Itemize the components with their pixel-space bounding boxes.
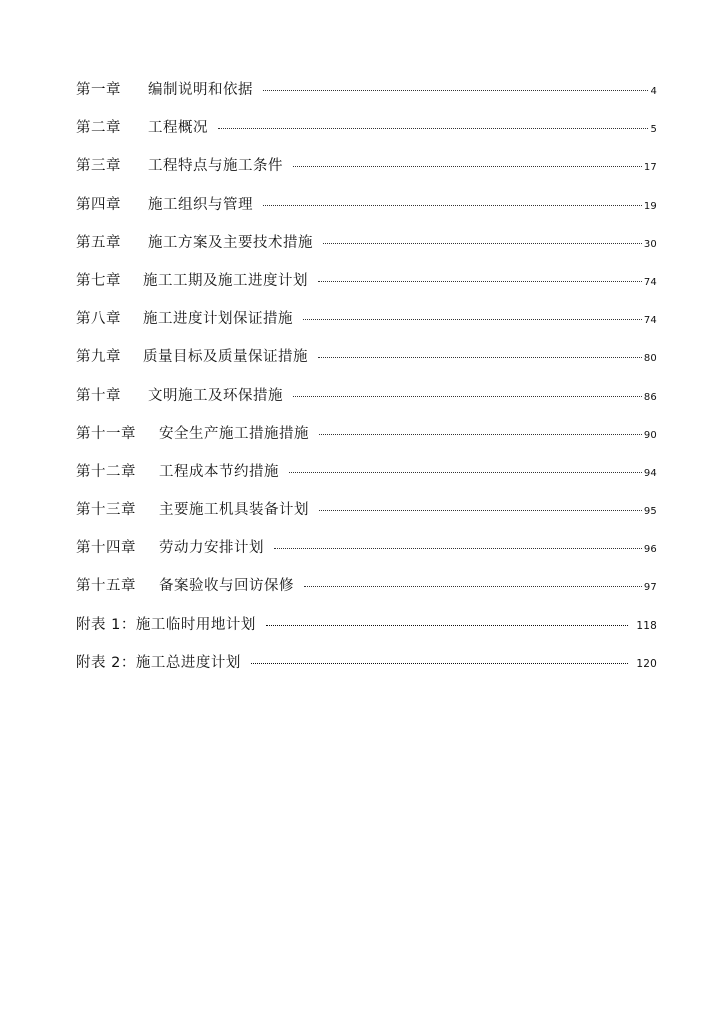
toc-chapter-number: 第十五章 [76,578,136,595]
toc-chapter-title: 文明施工及环保措施 [148,387,283,404]
toc-chapter-title: 劳动力安排计划 [159,540,264,557]
toc-chapter-number: 第三章 [76,158,121,175]
toc-chapter-title: 施工方案及主要技术措施 [148,234,313,251]
toc-page-number: 74 [643,276,657,288]
toc-leader-dots [304,586,642,587]
toc-chapter-title: 工程概况 [148,120,208,137]
toc-leader-dots [319,434,642,435]
toc-chapter-title: 安全生产施工措施措施 [159,425,309,442]
toc-appendix-title: 施工临时用地计划 [135,616,256,633]
toc-entry[interactable] [76,154,657,192]
toc-entry-appendix[interactable] [76,613,657,651]
toc-chapter-number: 第五章 [76,234,121,251]
toc-chapter-title: 主要施工机具装备计划 [159,502,309,519]
toc-page-number: 19 [643,200,657,212]
toc-leader-dots [263,205,642,206]
toc-chapter-number: 第十四章 [76,540,136,557]
toc-entry-appendix[interactable] [76,651,657,689]
toc-page-number: 86 [643,391,657,403]
toc-page-number: 4 [650,86,657,97]
toc-chapter-title: 编制说明和依据 [148,82,253,98]
toc-chapter-number: 第十一章 [76,425,136,442]
toc-page-number: 120 [636,657,657,670]
toc-page-number: 90 [643,429,657,441]
toc-page-number: 17 [643,162,657,174]
toc-chapter-title: 施工进度计划保证措施 [143,311,293,328]
toc-chapter-number: 第二章 [76,120,121,137]
toc-page-number: 118 [636,619,657,632]
toc-entry[interactable] [76,78,657,116]
toc-page-number: 94 [643,467,657,479]
toc-entry[interactable] [76,422,657,460]
toc-entry[interactable] [76,536,657,574]
toc-leader-dots [266,625,629,626]
toc-chapter-title: 施工工期及施工进度计划 [143,272,308,289]
toc-entry[interactable] [76,269,657,307]
toc-entry[interactable] [76,345,657,383]
toc-entry[interactable] [76,307,657,345]
toc-chapter-number: 第十二章 [76,463,136,480]
toc-chapter-number: 第八章 [76,311,121,328]
toc-page-number: 30 [643,238,657,250]
toc-entry[interactable] [76,193,657,231]
toc-chapter-title: 工程成本节约措施 [159,463,279,480]
toc-leader-dots [289,472,642,473]
toc-leader-dots [263,90,648,91]
toc-leader-dots [218,128,648,129]
toc-chapter-title: 质量目标及质量保证措施 [143,349,308,366]
toc-entry[interactable] [76,116,657,154]
toc-leader-dots [319,510,642,511]
toc-leader-dots [318,281,642,282]
toc-entry[interactable] [76,574,657,612]
toc-chapter-title: 施工组织与管理 [148,196,253,213]
toc-chapter-number: 第十三章 [76,502,136,519]
toc-entry[interactable] [76,231,657,269]
toc-chapter-number: 第四章 [76,196,121,213]
toc-chapter-number: 第七章 [76,272,121,289]
toc-leader-dots [293,166,642,167]
toc-appendix-number: 附表 1： [76,616,136,633]
toc-page-number: 80 [643,353,657,365]
toc-page-number: 95 [643,506,657,518]
toc-entry[interactable] [76,498,657,536]
toc-leader-dots [251,663,629,664]
table-of-contents [76,78,657,689]
toc-entry[interactable] [76,384,657,422]
toc-entry[interactable] [76,460,657,498]
toc-leader-dots [274,548,642,549]
toc-chapter-number: 第一章 [76,82,121,98]
toc-leader-dots [318,357,642,358]
toc-leader-dots [323,243,642,244]
toc-page-number: 74 [643,315,657,327]
toc-appendix-title: 施工总进度计划 [135,654,241,671]
toc-leader-dots [303,319,642,320]
toc-chapter-title: 工程特点与施工条件 [148,158,283,175]
toc-page-number: 5 [650,124,657,136]
toc-chapter-number: 第十章 [76,387,121,404]
toc-leader-dots [293,396,642,397]
toc-appendix-number: 附表 2： [76,654,136,671]
toc-page-number: 96 [643,544,657,556]
toc-chapter-number: 第九章 [76,349,121,366]
toc-page-number: 97 [643,582,657,594]
toc-chapter-title: 备案验收与回访保修 [159,578,294,595]
